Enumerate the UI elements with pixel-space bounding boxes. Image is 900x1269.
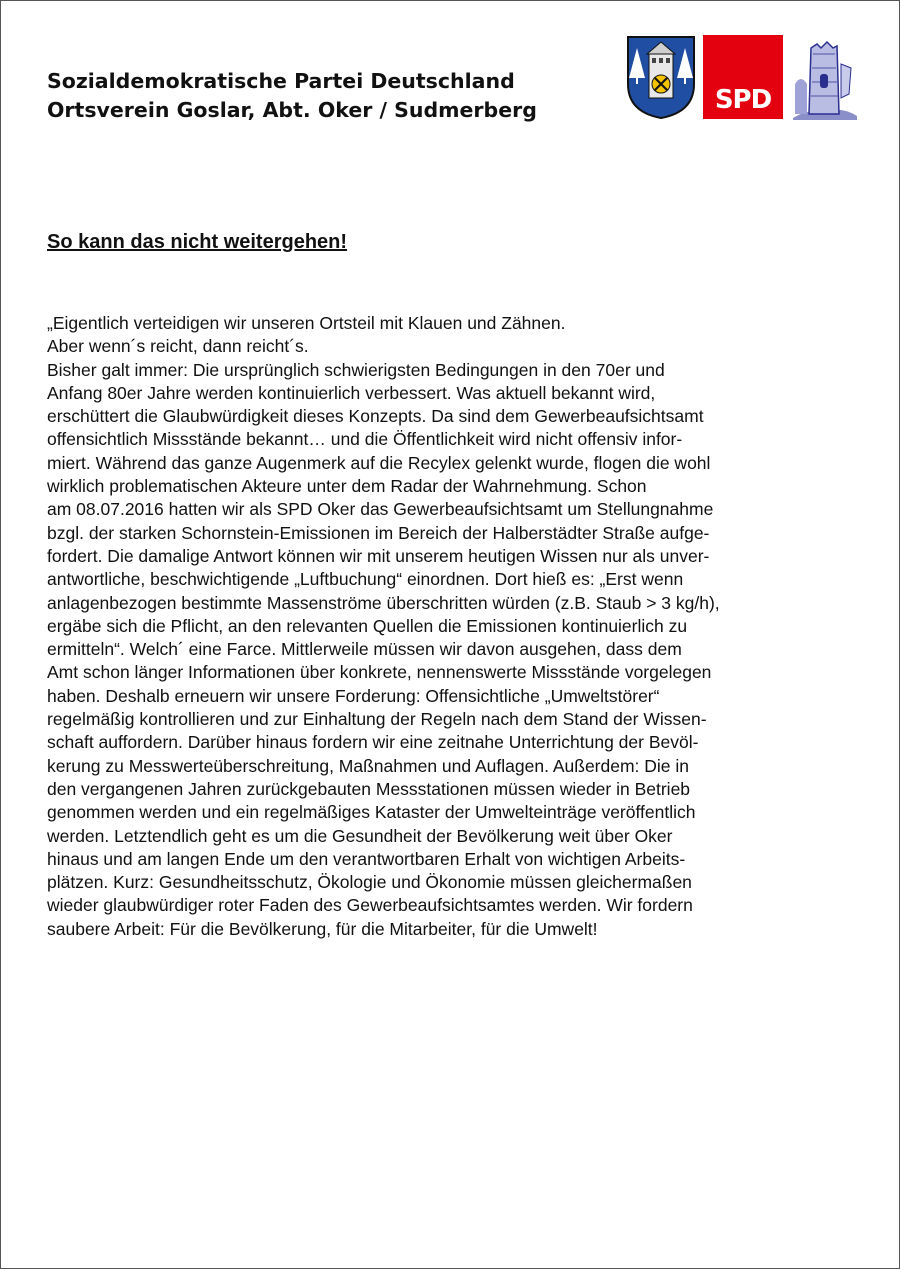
body-line: haben. Deshalb erneuern wir unsere Forderung: Offensichtliche „Umweltstörer“: [47, 685, 660, 706]
body-line: schaft auffordern. Darüber hinaus fordern wir eine zeitnahe Unterrichtung der Bevöl-: [47, 732, 699, 753]
spd-logo: [703, 35, 783, 119]
body-line: fordert. Die damalige Antwort können wir mit unserem heutigen Wissen nur als unver-: [47, 545, 710, 566]
body-line: erschüttert die Glaubwürdigkeit dieses Konzepts. Da sind dem Gewerbeaufsichtsamt: [47, 406, 704, 427]
body-line: ergäbe sich die Pflicht, an den relevanten Quellen die Emissionen kontinuierlich zu: [47, 615, 688, 636]
body-line: hinaus und am langen Ende um den verantwortbaren Erhalt von wichtigen Arbeits-: [47, 848, 686, 869]
body-line: saubere Arbeit: Für die Bevölkerung, für die Mitarbeiter, für die Umwelt!: [47, 918, 598, 939]
body-line: Aber wenn´s reicht, dann reicht´s.: [47, 336, 309, 357]
body-line: werden. Letztendlich geht es um die Gesundheit der Bevölkerung weit über Oker: [47, 825, 673, 846]
org-name-line: Sozialdemokratische Partei Deutschland: [47, 69, 515, 93]
org-branch-line: Ortsverein Goslar, Abt. Oker / Sudmerberg: [47, 98, 537, 122]
body-line: „Eigentlich verteidigen wir unseren Ortsteil mit Klauen und Zähnen.: [47, 313, 566, 333]
body-line: wieder glaubwürdiger roter Faden des Gewerbeaufsichtsamtes werden. Wir fordern: [47, 895, 693, 916]
coat-of-arms-logo: [625, 34, 697, 120]
body-line: wirklich problematischen Akteure unter dem Radar der Wahrnehmung. Schon: [47, 476, 647, 497]
body-line: plätzen. Kurz: Gesundheitsschutz, Ökologie und Ökonomie müssen gleichermaßen: [47, 872, 692, 893]
body-line: genommen werden und ein regelmäßiges Kataster der Umwelteinträge veröffentlich: [47, 802, 696, 823]
body-line: Bisher galt immer: Die ursprünglich schwierigsten Bedingungen in den 70er und: [47, 359, 665, 380]
body-line: miert. Während das ganze Augenmerk auf die Recylex gelenkt wurde, flogen die wohl: [47, 452, 711, 473]
body-line: Anfang 80er Jahre werden kontinuierlich verbessert. Was aktuell bekannt wird,: [47, 382, 656, 403]
tower-ruin-logo: [789, 34, 859, 120]
body-line: offensichtlich Missstände bekannt… und die Öffentlichkeit wird nicht offensiv infor-: [47, 429, 683, 450]
body-line: bzgl. der starken Schornstein-Emissionen im Bereich der Halberstädter Straße aufge-: [47, 522, 710, 543]
body-line: antwortliche, beschwichtigende „Luftbuchung“ einordnen. Dort hieß es: „Erst wenn: [47, 569, 684, 590]
organization-header: [47, 67, 537, 125]
body-line: ermitteln“. Welch´ eine Farce. Mittlerweile müssen wir davon ausgehen, dass dem: [47, 639, 682, 660]
article-body: [47, 312, 877, 941]
body-line: Amt schon länger Informationen über konkrete, nennenswerte Missstände vorgelegen: [47, 662, 712, 683]
body-line: den vergangenen Jahren zurückgebauten Messstationen müssen wieder in Betrieb: [47, 778, 691, 799]
body-line: regelmäßig kontrollieren und zur Einhaltung der Regeln nach dem Stand der Wissen-: [47, 709, 707, 730]
body-line: anlagenbezogen bestimmte Massenströme überschritten würden (z.B. Staub > 3 kg/h),: [47, 592, 720, 613]
spd-logo-text: SPD: [714, 85, 772, 115]
body-line: am 08.07.2016 hatten wir als SPD Oker das Gewerbeaufsichtsamt um Stellungnahme: [47, 499, 714, 520]
body-line: kerung zu Messwerteüberschreitung, Maßnahmen und Auflagen. Außerdem: Die in: [47, 755, 690, 776]
article-headline: So kann das nicht weitergehen!: [47, 231, 348, 253]
logo-group: [625, 34, 859, 120]
